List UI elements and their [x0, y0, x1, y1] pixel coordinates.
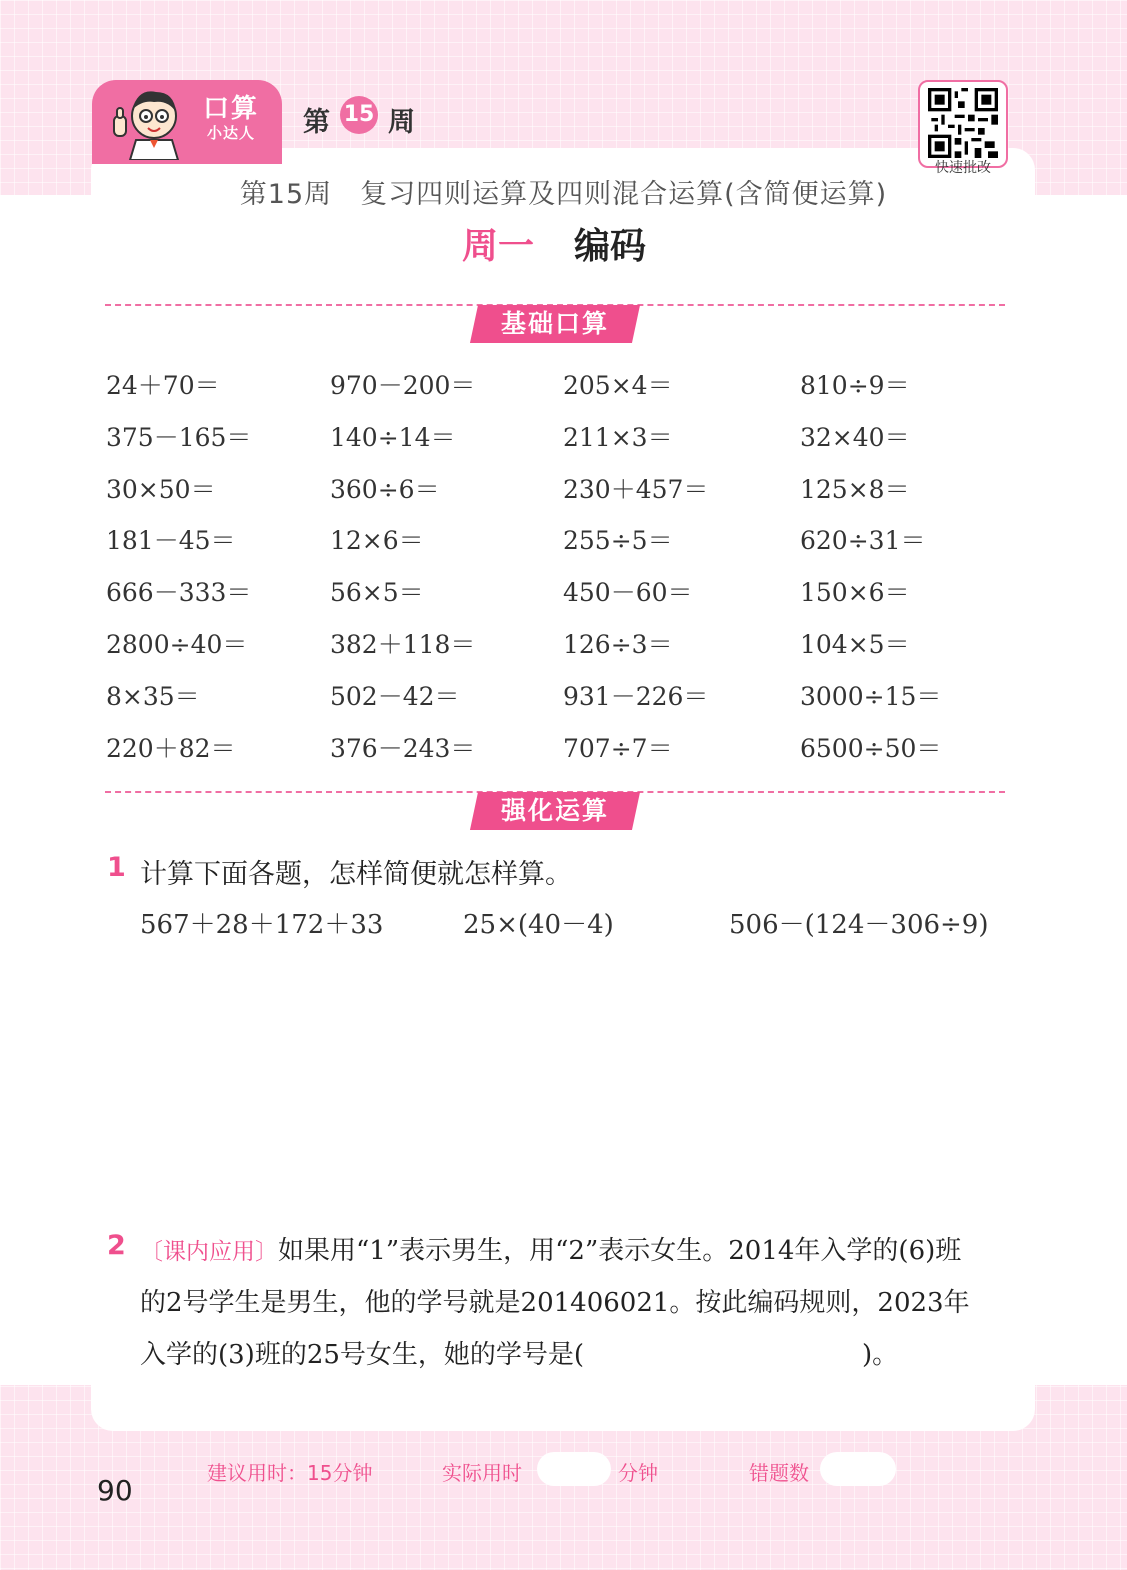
problem-item: 450－60＝ [563, 578, 693, 607]
qr-code[interactable] [918, 80, 1008, 168]
problem-item: 125×8＝ [800, 475, 910, 504]
brand-subtitle: 小达人 [206, 124, 255, 142]
problem-item: 970－200＝ [330, 371, 476, 400]
question-tag: 〔课内应用〕 [140, 1239, 278, 1265]
problem-item: 104×5＝ [800, 630, 910, 659]
problem-item: 382＋118＝ [330, 630, 476, 659]
problem-item: 620÷31＝ [800, 526, 926, 555]
question-line-3-end: )。 [862, 1340, 899, 1370]
minutes-unit: 分钟 [618, 1461, 658, 1485]
week-prefix: 第 [303, 107, 330, 138]
problem-item: 931－226＝ [563, 682, 709, 711]
problem-item: 205×4＝ [563, 371, 673, 400]
expression: 567＋28＋172＋33 [140, 910, 384, 940]
topic-title: 编码 [574, 226, 647, 267]
problem-item: 360÷6＝ [330, 475, 440, 504]
problem-item: 32×40＝ [800, 423, 910, 452]
answer-blank[interactable] [626, 1334, 856, 1370]
problem-item: 6500÷50＝ [800, 734, 942, 763]
week-suffix: 周 [388, 107, 415, 138]
problem-item: 2800÷40＝ [106, 630, 248, 659]
problem-item: 375－165＝ [106, 423, 252, 452]
problem-item: 30×50＝ [106, 475, 216, 504]
question-line-1: 如果用“1”表示男生，用“2”表示女生。2014年入学的(6)班 [278, 1236, 962, 1266]
problem-item: 3000÷15＝ [800, 682, 942, 711]
problem-item: 810÷9＝ [800, 371, 910, 400]
week-number-badge: 15 [340, 96, 378, 134]
problem-item: 707÷7＝ [563, 734, 673, 763]
brand-title: 口算 [202, 94, 259, 124]
unit-title: 第15周 复习四则运算及四则混合运算(含简便运算) [239, 179, 888, 210]
error-count-label: 错题数 [749, 1461, 809, 1485]
problem-item: 502－42＝ [330, 682, 460, 711]
question-line-3-start: 入学的(3)班的25号女生，她的学号是( [140, 1340, 585, 1370]
expression: 25×(40－4) [463, 910, 614, 940]
problem-item: 8×35＝ [106, 682, 200, 711]
question-number: 2 [107, 1230, 126, 1261]
question-text-line [140, 1230, 961, 1267]
question-line-2: 的2号学生是男生，他的学号就是201406021。按此编码规则，2023年 [140, 1288, 970, 1318]
section-tag-basic: 基础口算 [470, 305, 640, 343]
problem-item: 376－243＝ [330, 734, 476, 763]
actual-time-label: 实际用时 [442, 1461, 522, 1485]
problem-item: 220＋82＝ [106, 734, 236, 763]
problem-item: 24＋70＝ [106, 371, 220, 400]
problem-item: 150×6＝ [800, 578, 910, 607]
problem-item: 56×5＝ [330, 578, 424, 607]
error-count-input[interactable] [820, 1452, 896, 1486]
section-tag-advanced: 强化运算 [470, 792, 640, 830]
question-number: 1 [107, 852, 126, 883]
problem-item: 211×3＝ [563, 423, 673, 452]
problem-item: 126÷3＝ [563, 630, 673, 659]
suggested-time: 建议用时：15分钟 [207, 1461, 373, 1485]
mascot-icon [108, 82, 188, 160]
problem-item: 12×6＝ [330, 526, 424, 555]
problem-item: 255÷5＝ [563, 526, 673, 555]
day-title: 周一 [462, 226, 535, 267]
problem-item: 140÷14＝ [330, 423, 456, 452]
question-text: 计算下面各题，怎样简便就怎样算。 [140, 859, 572, 890]
problem-item: 230＋457＝ [563, 475, 709, 504]
problem-item: 666－333＝ [106, 578, 252, 607]
qr-caption: 快速批改 [935, 160, 991, 176]
qr-code-icon [928, 88, 998, 158]
problem-item: 181－45＝ [106, 526, 236, 555]
page-number: 90 [97, 1474, 133, 1507]
actual-time-input[interactable] [537, 1452, 611, 1486]
expression: 506－(124－306÷9) [729, 910, 989, 940]
